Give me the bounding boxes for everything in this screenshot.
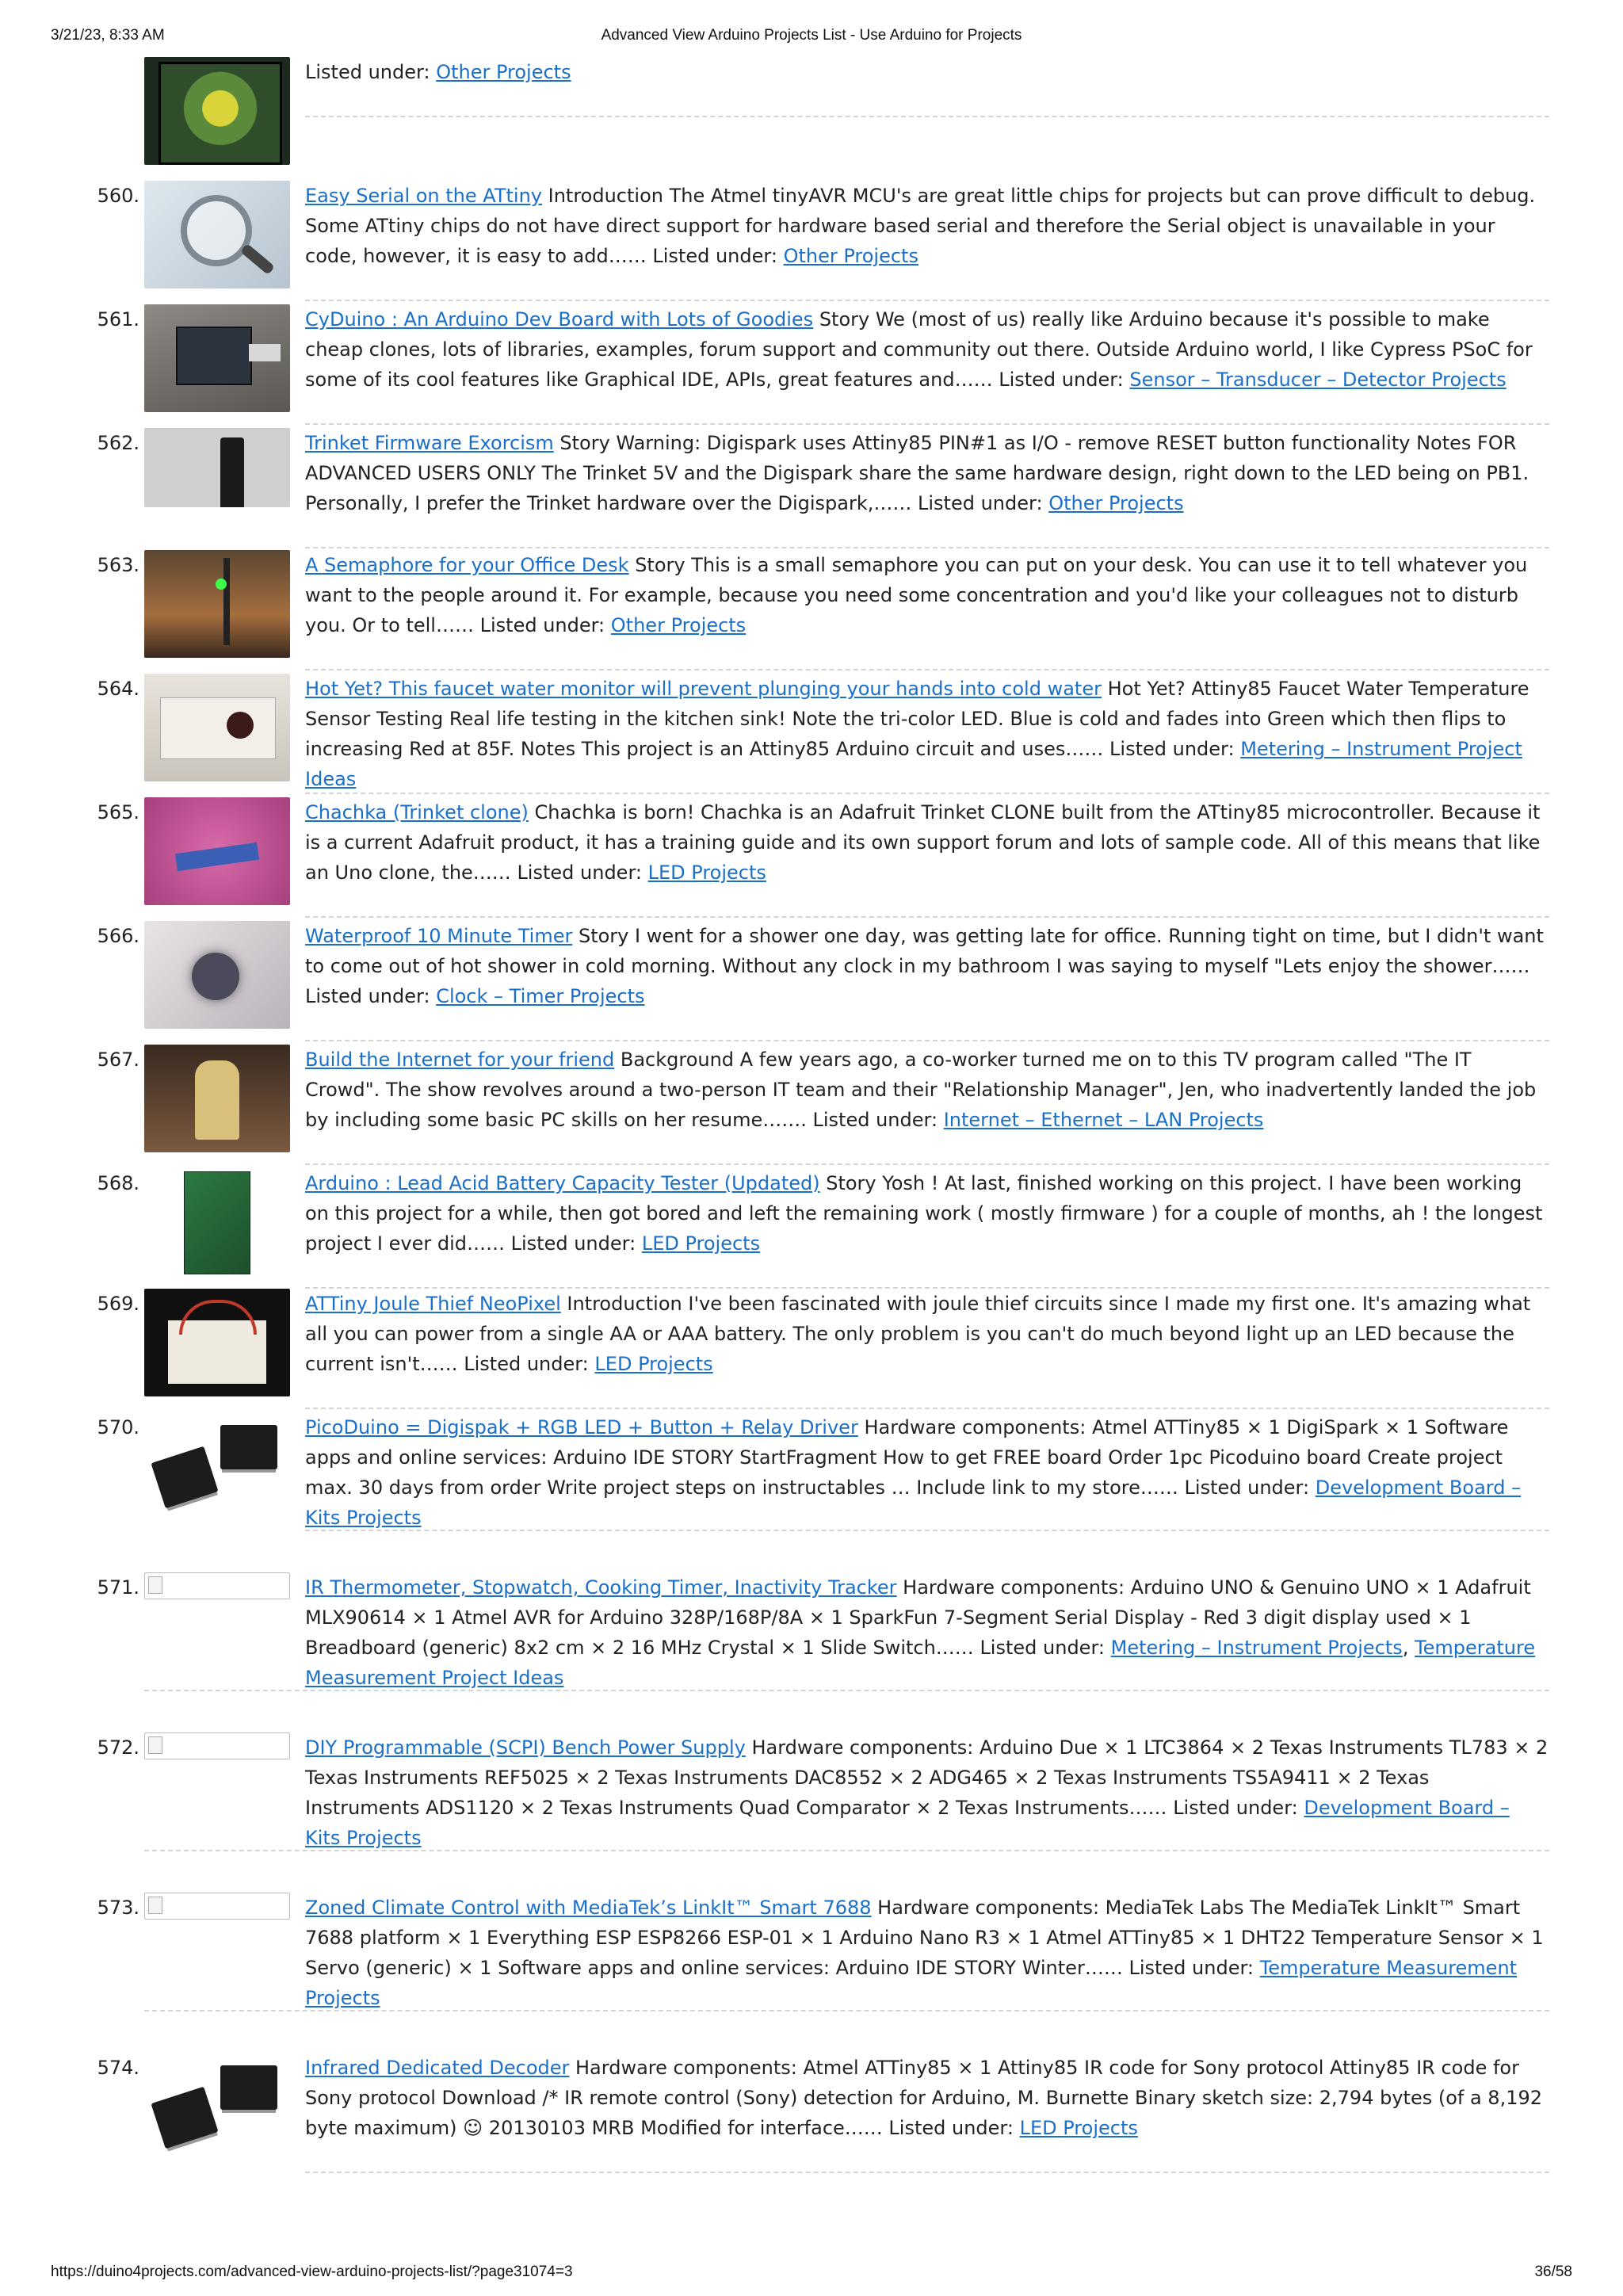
item-number: 562. [97, 432, 139, 454]
category-link[interactable]: LED Projects [1019, 2117, 1138, 2139]
item-number: 565. [97, 801, 139, 823]
item-number: 560. [97, 185, 139, 207]
category-link[interactable]: Temperature Measurement Projects [305, 1957, 1518, 2009]
magnifier-image [144, 181, 290, 288]
category-link[interactable]: Temperature Measurement Project Ideas [305, 1637, 1536, 1689]
trinket-clone-image [144, 797, 290, 905]
listed-under-label: Listed under: [812, 1109, 938, 1131]
project-excerpt: Hardware components: Atmel ATTiny85 × 1 Attiny85 IR code for Sony protocol Attiny85 IR code for Sony protocol Download /* IR remote control (Sony) detection for Arduino, M. Burnette Binary sketch size: 2,794 bytes (of a 8,192 byte maximum) ☺ 20130103 MRB Modified for interface…… [305, 2057, 1543, 2139]
category-link[interactable]: Development Board – Kits Projects [305, 1477, 1522, 1529]
project-thumbnail[interactable] [144, 550, 290, 658]
broken-image-icon [145, 1573, 289, 1599]
project-excerpt: Hardware components: Atmel ATTiny85 × 1 DigiSpark × 1 Software apps and online services: Arduino IDE STORY StartFragment How to get FREE board Order 1pc Picoduino board Create project max. 30 days from order Write project steps on instructables … Include link to my store…… [305, 1416, 1509, 1499]
project-description [305, 428, 1549, 518]
item-number: 569. [97, 1293, 139, 1315]
item-number: 566. [97, 925, 139, 947]
category-link[interactable]: Other Projects [436, 61, 571, 83]
project-title-link[interactable]: Hot Yet? This faucet water monitor will prevent plunging your hands into cold water [305, 678, 1102, 700]
pcb-image [144, 1168, 290, 1276]
category-link[interactable]: Sensor – Transducer – Detector Projects [1129, 369, 1507, 391]
project-title-link[interactable]: Build the Internet for your friend [305, 1049, 615, 1071]
item-number: 567. [97, 1049, 139, 1071]
project-excerpt: Hardware components: Arduino Due × 1 LTC3864 × 2 Texas Instruments TL783 × 2 Texas Instruments REF5025 × 2 Texas Instruments DAC8552 × 2 ADG465 × 2 Texas Instruments TS5A9411 × 2 Texas Instruments ADS1120 × 2 Texas Instruments Quad Comparator × 2 Texas Instruments…… [305, 1736, 1549, 1819]
project-thumbnail[interactable] [144, 1572, 290, 1599]
print-header [51, 27, 1572, 51]
project-title-link[interactable]: Chachka (Trinket clone) [305, 801, 529, 823]
item-number: 572. [97, 1736, 139, 1759]
item-divider [144, 1690, 1549, 1691]
print-page-number: 36/58 [1534, 2264, 1572, 2280]
item-number: 570. [97, 1416, 139, 1438]
project-description [305, 1412, 1549, 1533]
timer-image [144, 921, 290, 1029]
project-thumbnail[interactable] [144, 797, 290, 905]
listed-under-label: Listed under: [652, 245, 777, 267]
item-divider [305, 793, 1549, 794]
category-link[interactable]: LED Projects [641, 1232, 761, 1255]
project-excerpt: Introduction I've been fascinated with joule thief circuits since I made my first one. It's amazing what all you can power from a single AA or AAA battery. The only problem is you can't do much beyond light up an LED because the current isn't…… [305, 1293, 1531, 1375]
listed-under-label: Listed under: [1109, 738, 1235, 760]
category-link[interactable]: Other Projects [783, 245, 918, 267]
item-divider [305, 1040, 1549, 1041]
item-divider [305, 1530, 1549, 1531]
project-description [305, 1045, 1549, 1135]
category-link[interactable]: LED Projects [647, 861, 766, 884]
project-thumbnail[interactable] [144, 1289, 290, 1396]
project-excerpt: Story Warning: Digispark uses Attiny85 PIN#1 as I/O - remove RESET button functionality Notes FOR ADVANCED USERS ONLY The Trinket 5V and the Digispark share the same hardware design, right down to the LED being on PB1. Personally, I prefer the Trinket hardware over the Digispark,…… [305, 432, 1529, 514]
project-title-link[interactable]: IR Thermometer, Stopwatch, Cooking Timer, Inactivity Tracker [305, 1576, 897, 1599]
tft-screen-image [144, 57, 290, 165]
item-number: 568. [97, 1172, 139, 1194]
project-title-link[interactable]: CyDuino : An Arduino Dev Board with Lots of Goodies [305, 308, 814, 330]
listed-under-label: Listed under: [1173, 1797, 1298, 1819]
project-thumbnail[interactable] [144, 304, 290, 412]
project-title-link[interactable]: PicoDuino = Digispak + RGB LED + Button + Relay Driver [305, 1416, 858, 1438]
dev-board-image [144, 304, 290, 412]
listed-under-label: Listed under: [510, 1232, 636, 1255]
item-divider [305, 423, 1549, 425]
item-number: 573. [97, 1897, 139, 1919]
project-description: IR Thermometer, Stopwatch, Cooking Timer, Inactivity Tracker Hardware components: Arduino UNO & Genuino UNO × 1 Adafruit MLX90614 × 1 Atmel AVR for Arduino 328P/168P/8A × 1 SparkFun 7-Segment Serial Display - Red 3 digit display used × 1 Breadboard (generic) 8x2 cm × 2 16 MHz Crystal × 1 Slide Switch…… Listed under: Metering – Instrument Projects, Temperature Measurement Project Ideas [305, 1576, 1536, 1689]
project-description [305, 2053, 1549, 2143]
listed-under-label: Listed under: [980, 1637, 1105, 1659]
project-description [305, 550, 1549, 640]
listed-under-label: Listed under: [999, 369, 1124, 391]
project-description [305, 1168, 1549, 1259]
listed-under-label: Listed under: [464, 1353, 589, 1375]
listed-under-label: Listed under: [918, 492, 1043, 514]
project-excerpt: Hardware components: MediaTek Labs The MediaTek LinkIt™ Smart 7688 platform × 1 Everything ESP ESP8266 ESP-01 × 1 Arduino Nano R3 × 1 Atmel ATTiny85 × 1 DHT22 Temperature Sensor × 1 Servo (generic) × 1 Software apps and online services: Arduino IDE STORY Winter…… [305, 1897, 1544, 1979]
project-thumbnail[interactable] [144, 2053, 290, 2187]
item-number: 571. [97, 1576, 139, 1599]
listed-under-label: Listed under: [1128, 1957, 1254, 1979]
print-page-title: Advanced View Arduino Projects List - Use Arduino for Projects [601, 27, 1022, 44]
item-divider [305, 1408, 1549, 1409]
project-thumbnail[interactable] [144, 1733, 290, 1759]
listed-under-label: Listed under: [305, 985, 430, 1007]
project-title-link[interactable]: Arduino : Lead Acid Battery Capacity Tester (Updated) [305, 1172, 820, 1194]
project-thumbnail[interactable] [144, 1045, 290, 1152]
item-number: 564. [97, 678, 139, 700]
item-divider [305, 116, 1549, 117]
listed-under-label: Listed under: [479, 614, 605, 636]
project-description [305, 1733, 1549, 1853]
project-thumbnail[interactable] [144, 57, 290, 165]
desk-semaphore-image [144, 550, 290, 658]
it-crowd-image [144, 1045, 290, 1152]
listed-under-label: Listed under: [517, 861, 642, 884]
item-divider [305, 916, 1549, 918]
project-title-link[interactable]: Trinket Firmware Exorcism [305, 432, 554, 454]
project-title-link[interactable]: A Semaphore for your Office Desk [305, 554, 629, 576]
project-description [305, 674, 1549, 794]
listed-under-label: Listed under: [305, 61, 430, 83]
trinket-image [144, 428, 290, 507]
project-excerpt: Story This is a small semaphore you can put on your desk. You can use it to tell whatever you want to the people around it. For example, because you need some concentration and you'd like your colleagues not to disturb you. Or to tell…… [305, 554, 1528, 636]
print-footer [51, 2264, 1572, 2287]
print-datetime: 3/21/23, 8:33 AM [51, 27, 165, 44]
listed-under-label: Listed under: [1184, 1477, 1310, 1499]
attiny-chip-image [144, 2053, 290, 2187]
project-excerpt: Chachka is born! Chachka is an Adafruit Trinket CLONE built from the ATtiny85 microcontroller. Because it is a current Adafruit product, it has a training guide and its own support forum and lots of sample code. All of this means that like an Uno clone, the…… [305, 801, 1541, 884]
project-description [305, 1289, 1549, 1379]
broken-image-icon [145, 1893, 289, 1919]
project-title-link[interactable]: Easy Serial on the ATtiny [305, 185, 542, 207]
project-excerpt: Introduction The Atmel tinyAVR MCU's are great little chips for projects but can prove difficult to debug. Some ATtiny chips do not have direct support for hardware based serial and therefore the Serial object is unavailable in your code, however, it is easy to add…… [305, 185, 1536, 267]
item-divider [305, 300, 1549, 301]
category-link[interactable]: Other Projects [1048, 492, 1184, 514]
listed-under-label: Listed under: [888, 2117, 1014, 2139]
project-description [305, 1893, 1549, 2013]
category-link[interactable]: Metering – Instrument Project Ideas [305, 738, 1522, 790]
project-title-link[interactable]: Infrared Dedicated Decoder [305, 2057, 570, 2079]
category-link[interactable]: Internet – Ethernet – LAN Projects [943, 1109, 1264, 1131]
project-excerpt: Story Yosh ! At last, finished working on this project. I have been working on this project for a while, then got bored and left the remaining work ( mostly firmware ) for a couple of months, ah ! the longest project I ever did…… [305, 1172, 1543, 1255]
project-excerpt: Story We (most of us) really like Arduino because it's possible to make cheap clones, lots of libraries, examples, forum support and community out there. Outside Arduino world, I like Cypress PSoC for some of its cool features like Graphical IDE, APIs, great features and…… [305, 308, 1533, 391]
project-excerpt: Story I went for a shower one day, was getting late for office. Running tight on time, but I didn't want to come out of hot shower in cold morning. Without any clock in my bathroom I was saying to myself "Lets enjoy the shower…… [305, 925, 1544, 977]
project-description [305, 181, 1549, 271]
project-excerpt: Hot Yet? Attiny85 Faucet Water Temperature Sensor Testing Real life testing in the kitchen sink! Note the tri-color LED. Blue is cold and fades into Green which then flips to increasing Red at 85F. Notes This project is an Attiny85 Arduino circuit and uses…… [305, 678, 1529, 760]
project-description [305, 304, 1549, 395]
project-excerpt: Background A few years ago, a co-worker turned me on to this TV program called "The IT Crowd". The show revolves around a two-person IT team and their "Relationship Manager", Jen, who inadvertently landed the job by including some basic PC skills on her resume……. [305, 1049, 1537, 1131]
project-thumbnail[interactable] [144, 1893, 290, 1920]
project-thumbnail[interactable] [144, 1412, 290, 1531]
item-divider [305, 669, 1549, 670]
broken-image-icon [145, 1733, 289, 1759]
item-number: 561. [97, 308, 139, 330]
project-thumbnail[interactable] [144, 181, 290, 288]
category-link[interactable]: Clock – Timer Projects [436, 985, 645, 1007]
project-title-link[interactable]: DIY Programmable (SCPI) Bench Power Supply [305, 1736, 746, 1759]
item-divider [305, 2172, 1549, 2173]
breadboard-image [144, 674, 290, 781]
item-divider [305, 547, 1549, 548]
item-divider [144, 2010, 1549, 2011]
category-link[interactable]: Other Projects [610, 614, 747, 636]
item-number: 563. [97, 554, 139, 576]
project-thumbnail[interactable] [144, 1168, 290, 1276]
project-thumbnail[interactable] [144, 428, 290, 507]
project-description [305, 921, 1549, 1011]
project-description [305, 57, 1549, 87]
item-number: 574. [97, 2057, 139, 2079]
item-divider [305, 1163, 1549, 1165]
project-excerpt: Hardware components: Arduino UNO & Genuino UNO × 1 Adafruit MLX90614 × 1 Atmel AVR for Arduino 328P/168P/8A × 1 SparkFun 7-Segment Serial Display - Red 3 digit display used × 1 Breadboard (generic) 8x2 cm × 2 16 MHz Crystal × 1 Slide Switch…… [305, 1576, 1531, 1659]
joule-thief-image [144, 1289, 290, 1396]
category-link[interactable]: Development Board – Kits Projects [305, 1797, 1510, 1849]
item-divider [144, 1850, 1549, 1851]
attiny-chip-image [144, 1412, 290, 1531]
category-link[interactable]: LED Projects [594, 1353, 713, 1375]
project-title-link[interactable]: Waterproof 10 Minute Timer [305, 925, 573, 947]
project-description [305, 797, 1549, 888]
print-page-url: https://duino4projects.com/advanced-view-arduino-projects-list/?page31074=3 [51, 2264, 573, 2280]
project-thumbnail[interactable] [144, 674, 290, 781]
category-link[interactable]: Metering – Instrument Projects [1110, 1637, 1403, 1659]
project-title-link[interactable]: ATTiny Joule Thief NeoPixel [305, 1293, 561, 1315]
project-title-link[interactable]: Zoned Climate Control with MediaTek’s LinkIt™ Smart 7688 [305, 1897, 872, 1919]
project-thumbnail[interactable] [144, 921, 290, 1029]
